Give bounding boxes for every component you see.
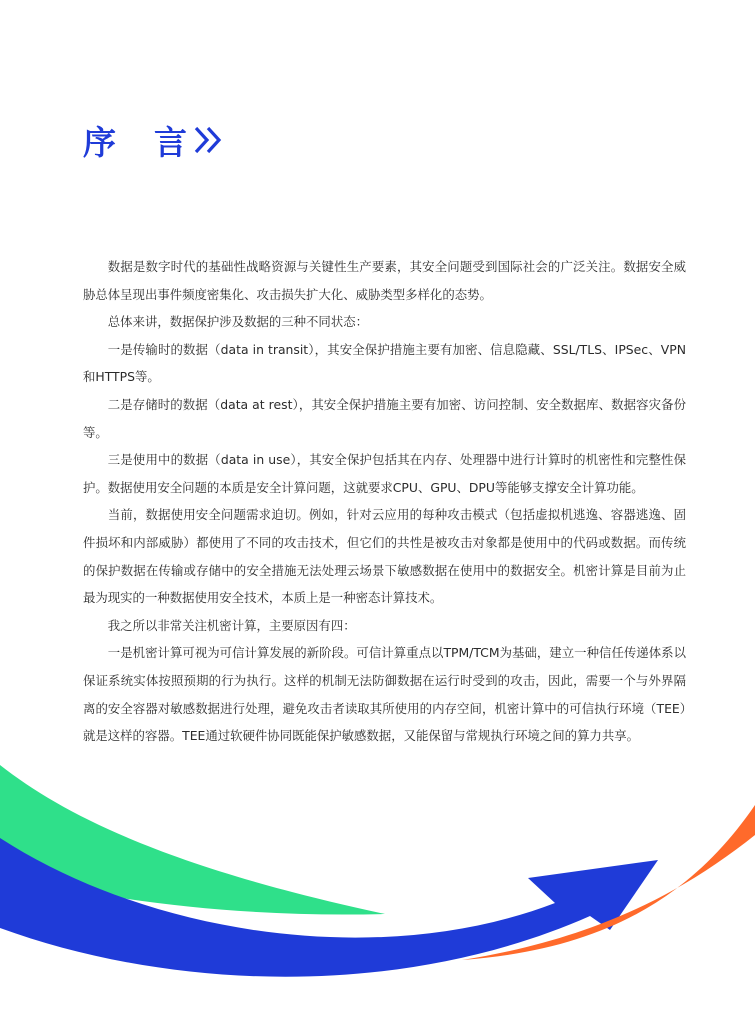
paragraph-data-in-use: 三是使用中的数据（data in use），其安全保护包括其在内存、处理器中进行计算时的机密性和完整性保护。数据使用安全问题的本质是安全计算问题，这就要求CPU、GPU、DPU等能够支撑安全计算功能。 bbox=[83, 452, 686, 495]
paragraph-three-states: 总体来讲，数据保护涉及数据的三种不同状态： bbox=[107, 314, 368, 330]
paragraph-reason-one: 一是机密计算可视为可信计算发展的新阶段。可信计算重点以TPM/TCM为基础，建立一种信任传递体系以保证系统实体按照预期的行为执行。这样的机制无法防御数据在运行时受到的攻击，因此，需要一个与外界隔离的安全容器对敏感数据进行处理，避免攻击者读取其所使用的内存空间，机密计算中的可信执行环境（TEE）就是这样的容器。TEE通过软硬件协同既能保护敏感数据，又能保留与常规执行环境之间的算力共享。 bbox=[83, 645, 686, 744]
paragraph-data-in-transit: 一是传输时的数据（data in transit），其安全保护措施主要有加密、信息隐藏、SSL/TLS、IPSec、VPN和HTTPS等。 bbox=[83, 341, 686, 385]
paragraph-four-reasons: 我之所以非常关注机密计算，主要原因有四： bbox=[107, 617, 356, 633]
page-title bbox=[83, 118, 227, 162]
double-chevron-right-icon bbox=[193, 125, 227, 155]
paragraph-data-importance: 数据是数字时代的基础性战略资源与关键性生产要素，其安全问题受到国际社会的广泛关注。数据安全威胁总体呈现出事件频度密集化、攻击损失扩大化、威胁类型多样化的态势。 bbox=[83, 259, 686, 302]
paragraph-data-at-rest: 二是存储时的数据（data at rest），其安全保护措施主要有加密、访问控制、安全数据库、数据容灾备份等。 bbox=[83, 396, 686, 440]
title-char-2: 言 bbox=[154, 122, 187, 162]
title-char-1: 序 bbox=[83, 122, 116, 162]
preface-body bbox=[83, 253, 686, 750]
paragraph-current-demand: 当前，数据使用安全问题需求迫切。例如，针对云应用的每种攻击模式（包括虚拟机逃逸、容器逃逸、固件损坏和内部威胁）都使用了不同的攻击技术，但它们的共性是被攻击对象都是使用中的代码或数据。而传统的保护数据在传输或存储中的安全措施无法处理云场景下敏感数据在使用中的数据安全。机密计算是目前为止最为现实的一种数据使用安全技术，本质上是一种密态计算技术。 bbox=[83, 507, 686, 606]
decorative-swooshes bbox=[0, 740, 755, 1024]
